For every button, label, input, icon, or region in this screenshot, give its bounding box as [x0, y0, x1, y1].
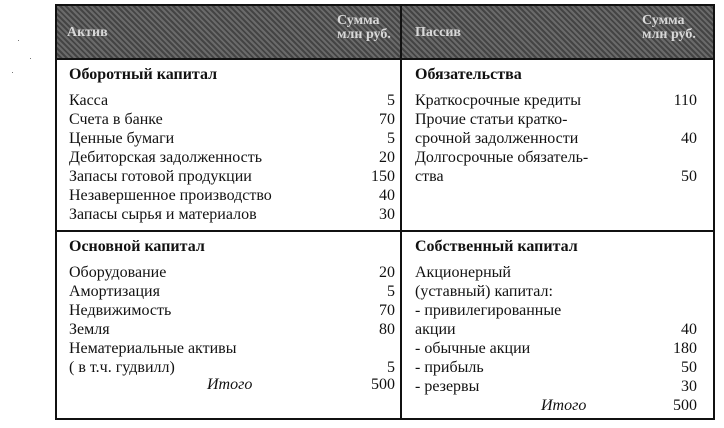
working-capital-row-label: Незавершенное производство	[69, 187, 272, 204]
working-capital-row-value: 30	[379, 206, 395, 223]
fixed-capital-row-label: Оборудование	[69, 264, 167, 281]
working-capital-row-label: Ценные бумаги	[69, 130, 175, 147]
fixed-capital-row-value: 70	[379, 302, 395, 319]
equity-row-value: 180	[673, 340, 697, 357]
obligations-row-label: ства	[415, 168, 444, 185]
fixed-capital-row-label: ( в т.ч. гудвилл)	[69, 359, 175, 376]
obligations-row-value: 40	[681, 130, 697, 147]
equity-title: Собственный капитал	[415, 238, 578, 255]
working-capital-row-value: 5	[387, 92, 395, 109]
header-liabilities-label: Пассив	[415, 25, 461, 40]
working-capital-row-value: 40	[379, 187, 395, 204]
obligations-row-value: 110	[673, 92, 697, 109]
equity-row-label: Акционерный	[415, 264, 511, 281]
working-capital-row-label: Дебиторская задолженность	[69, 149, 262, 166]
equity-row-value: 50	[681, 359, 697, 376]
liabilities-total-value: 500	[673, 397, 697, 414]
working-capital-row-label: Касса	[69, 92, 109, 109]
equity-row-label: - обычные акции	[415, 340, 531, 357]
scan-speck	[12, 72, 13, 73]
scan-speck	[18, 40, 19, 41]
obligations-row-label: срочной задолженности	[415, 130, 579, 147]
equity-row-label: - резервы	[415, 378, 480, 395]
working-capital-row-label: Запасы готовой продукции	[69, 168, 252, 185]
obligations-row-label: Краткосрочные кредиты	[415, 92, 581, 109]
center-divider	[400, 6, 402, 418]
equity-row-label: - прибыль	[415, 359, 484, 376]
fixed-capital-row-value: 5	[387, 359, 395, 376]
fixed-capital-row-label: Амортизация	[69, 283, 160, 300]
assets-total-value: 500	[371, 376, 395, 393]
working-capital-row-value: 20	[379, 149, 395, 166]
working-capital-row-label: Запасы сырья и материалов	[69, 206, 257, 223]
equity-row-label: (уставный) капитал:	[415, 283, 553, 300]
working-capital-row-value: 5	[387, 130, 395, 147]
fixed-capital-row-label: Нематериальные активы	[69, 340, 237, 357]
equity-row-label: акции	[415, 321, 456, 338]
fixed-capital-title: Основной капитал	[69, 238, 205, 255]
scan-speck	[30, 58, 31, 59]
working-capital-title: Оборотный капитал	[69, 66, 218, 83]
section-divider	[57, 230, 713, 232]
fixed-capital-row-value: 20	[379, 264, 395, 281]
fixed-capital-row-label: Недвижимость	[69, 302, 172, 319]
obligations-row-label: Долгосрочные обязатель-	[415, 149, 589, 166]
assets-total-label: Итого	[207, 376, 253, 393]
obligations-row-label: Прочие статьи кратко-	[415, 111, 568, 128]
equity-row-value: 40	[681, 321, 697, 338]
obligations-row-value: 50	[681, 168, 697, 185]
header-liabilities-amount-label: Сумма млн руб.	[642, 13, 696, 42]
header-assets-label: Актив	[67, 25, 108, 40]
liabilities-total-label: Итого	[541, 397, 587, 414]
equity-row-value: 30	[681, 378, 697, 395]
obligations-title: Обязательства	[415, 66, 522, 83]
equity-row-label: - привилегированные	[415, 302, 562, 319]
working-capital-row-label: Счета в банке	[69, 111, 163, 128]
header-divider	[57, 58, 713, 60]
fixed-capital-row-value: 80	[379, 321, 395, 338]
working-capital-row-value: 70	[379, 111, 395, 128]
balance-sheet-table	[55, 4, 715, 420]
fixed-capital-row-label: Земля	[69, 321, 110, 338]
header-assets-amount-label: Сумма млн руб.	[337, 13, 391, 42]
fixed-capital-row-value: 5	[387, 283, 395, 300]
working-capital-row-value: 150	[371, 168, 395, 185]
